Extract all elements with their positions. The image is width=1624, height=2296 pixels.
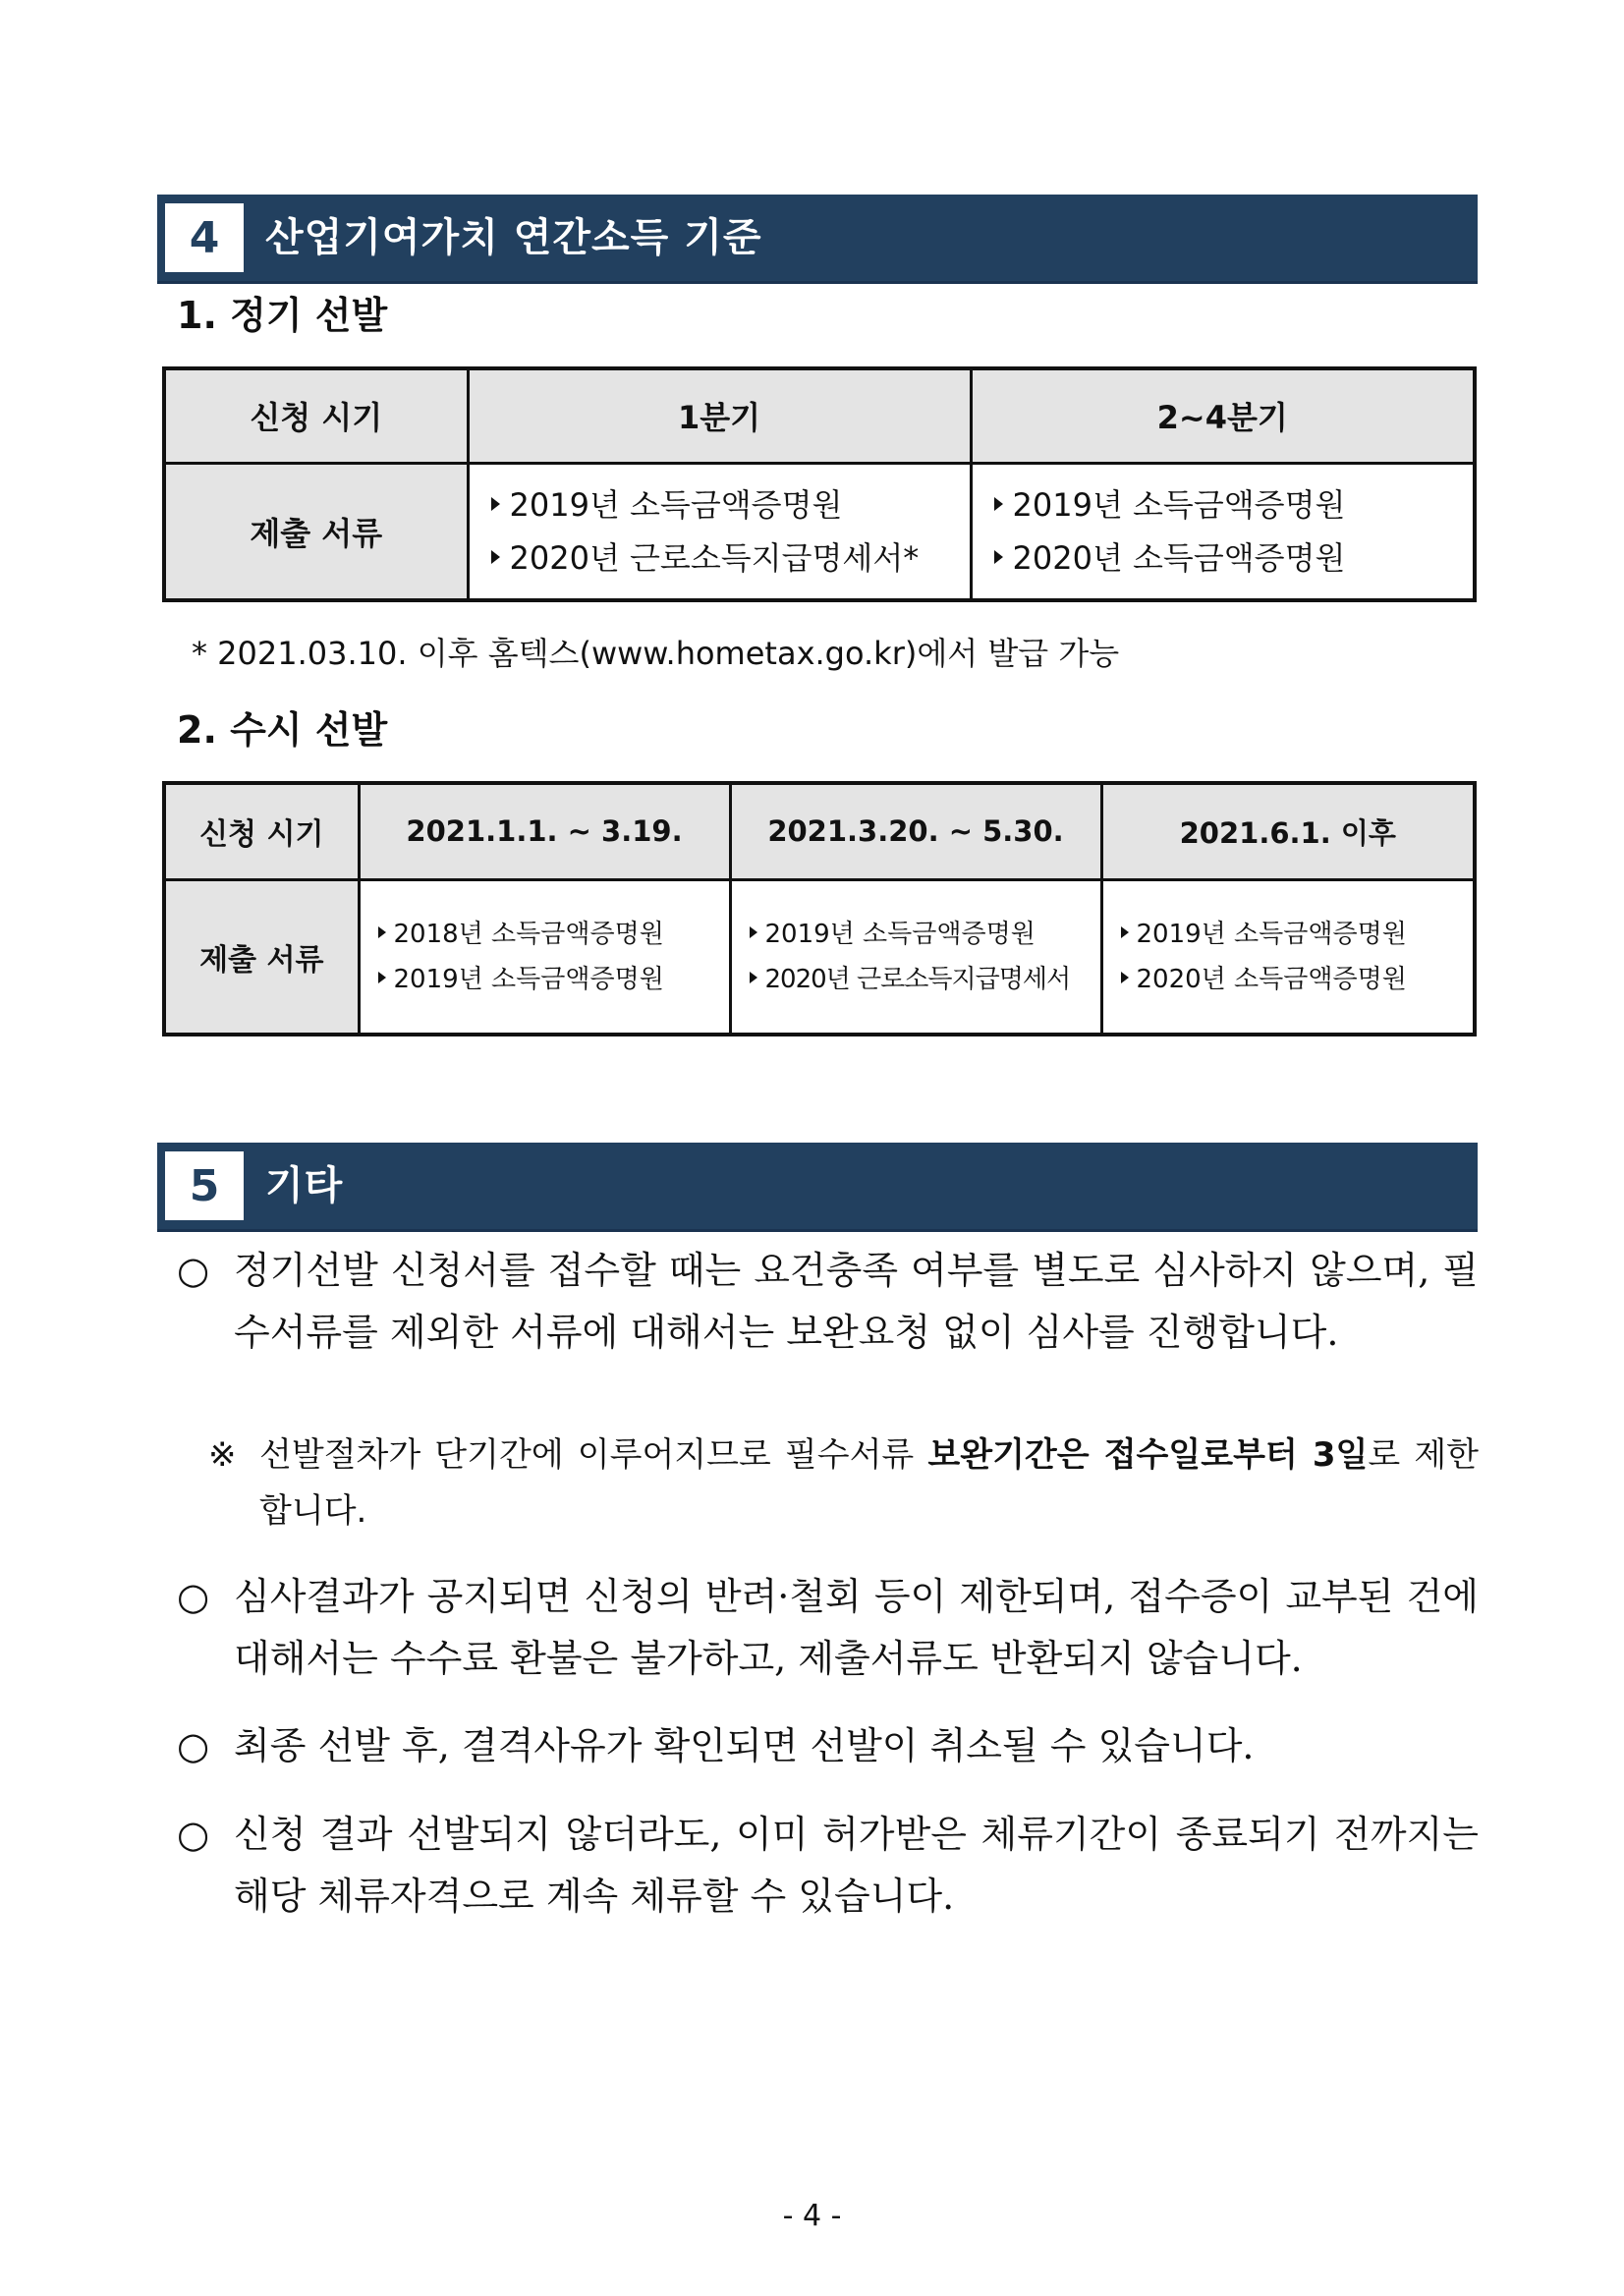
section-number: 5 [165, 1151, 244, 1220]
column-header: 2021.3.20. ~ 5.30. [730, 783, 1101, 879]
bullet-triangle-icon [491, 550, 500, 564]
reference-note: ※ 선발절차가 단기간에 이루어지므로 필수서류 보완기간은 접수일로부터 3일로 제한합니다. [208, 1428, 1479, 1540]
rolling-selection-heading: 2. 수시 선발 [177, 708, 388, 752]
list-item: 2020년 근로소득지급명세서 [750, 957, 1100, 1002]
bullet-triangle-icon [750, 926, 757, 938]
list-item: 2019년 소득금액증명원 [491, 478, 970, 532]
circle-bullet-icon: ○ [177, 1724, 210, 1767]
page-number: - 4 - [782, 2199, 842, 2233]
bullet-triangle-icon [994, 497, 1003, 511]
list-item: ○ 신청 결과 선발되지 않더라도, 이미 허가받은 체류기간이 종료되기 전까지는 해당 체류자격으로 계속 체류할 수 있습니다. [177, 1804, 1479, 1928]
column-header: 2021.6.1. 이후 [1101, 783, 1475, 879]
header-label-cell [164, 783, 359, 879]
list-item: ○ 정기선발 신청서를 접수할 때는 요건충족 여부를 별도로 심사하지 않으며, 필수서류를 제외한 서류에 대해서는 보완요청 없이 심사를 진행합니다. [177, 1240, 1479, 1364]
emphasis-text: 보완기간은 접수일로부터 3일 [927, 1435, 1369, 1475]
list-item: 2018년 소득금액증명원 [378, 912, 729, 957]
docs-cell [1101, 879, 1475, 1035]
list-item: 2020년 근로소득지급명세서* [491, 532, 970, 585]
list-item: 2020년 소득금액증명원 [994, 532, 1474, 585]
docs-cell [359, 879, 730, 1035]
docs-cell [971, 463, 1475, 600]
reference-mark-icon: ※ [208, 1435, 237, 1475]
list-item: ○ 최종 선발 후, 결격사유가 확인되면 선발이 취소될 수 있습니다. [177, 1715, 1479, 1777]
bullet-triangle-icon [378, 926, 386, 938]
section-4-header [157, 195, 1478, 284]
documents-label: 제출 서류 [250, 514, 383, 552]
list-item: ○ 심사결과가 공지되면 신청의 반려·철회 등이 제한되며, 접수증이 교부된 건에 대해서는 수수료 환불은 불가하고, 제출서류도 반환되지 않습니다. [177, 1566, 1479, 1690]
regular-selection-heading: 1. 정기 선발 [177, 294, 388, 337]
documents-label: 제출 서류 [199, 942, 324, 978]
bullet-triangle-icon [491, 497, 500, 511]
list-item: 2019년 소득금액증명원 [750, 912, 1100, 957]
section-number: 4 [165, 203, 244, 272]
section-5-header [157, 1143, 1478, 1232]
footnote: * 2021.03.10. 이후 홈텍스(www.hometax.go.kr)에서 발급 가능 [192, 635, 1120, 672]
rolling-selection-table [162, 781, 1477, 1036]
bullet-triangle-icon [378, 972, 386, 983]
bullet-triangle-icon [994, 550, 1003, 564]
bullet-triangle-icon [1121, 926, 1129, 938]
column-header: 2~4분기 [971, 368, 1475, 463]
section-title: 기타 [265, 1163, 344, 1208]
header-label-cell [164, 368, 468, 463]
circle-bullet-icon: ○ [177, 1249, 210, 1292]
list-item: 2020년 소득금액증명원 [1121, 957, 1474, 1002]
docs-label-cell [164, 879, 359, 1035]
application-period-label: 신청 시기 [199, 817, 324, 853]
application-period-label: 신청 시기 [250, 399, 383, 437]
circle-bullet-icon: ○ [177, 1813, 210, 1856]
circle-bullet-icon: ○ [177, 1575, 210, 1618]
list-item: 2019년 소득금액증명원 [994, 478, 1474, 532]
section-title: 산업기여가치 연간소득 기준 [265, 215, 762, 260]
docs-cell [730, 879, 1101, 1035]
column-header: 1분기 [468, 368, 971, 463]
list-item: 2019년 소득금액증명원 [378, 957, 729, 1002]
bullet-triangle-icon [750, 972, 757, 983]
docs-label-cell [164, 463, 468, 600]
docs-cell [468, 463, 971, 600]
column-header: 2021.1.1. ~ 3.19. [359, 783, 730, 879]
list-item: 2019년 소득금액증명원 [1121, 912, 1474, 957]
regular-selection-table [162, 366, 1477, 602]
bullet-triangle-icon [1121, 972, 1129, 983]
